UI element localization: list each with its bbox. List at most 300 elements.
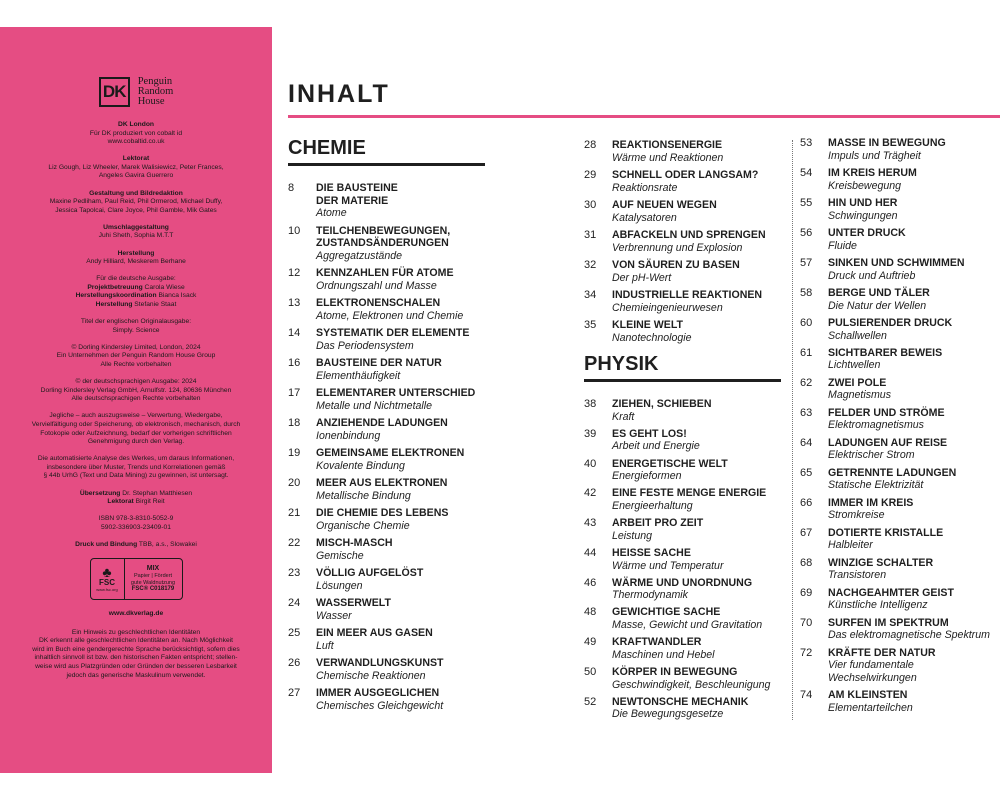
toc-entry[interactable]	[584, 606, 789, 631]
imprint-block	[12, 455, 260, 481]
entry-title: NEWTONSCHE MECHANIK	[612, 695, 749, 708]
toc-entry[interactable]	[800, 557, 998, 582]
toc-entry[interactable]	[800, 497, 998, 522]
entry-title: AUF NEUEN WEGEN	[612, 198, 717, 211]
imprint-line: Liz Gough, Liz Wheeler, Marek Walisiewicz, Peter Frances,	[48, 163, 224, 171]
dk-logo: DK	[99, 77, 130, 107]
toc-entry[interactable]	[800, 467, 998, 492]
entry-title: ZWEI POLE	[828, 376, 887, 389]
entry-title: DIE CHEMIE DES LEBENS	[316, 507, 449, 520]
entry-title: ZUSTANDSÄNDERUNGEN	[316, 237, 449, 250]
entry-subtitle: Nanotechnologie	[612, 331, 692, 344]
toc-entry-text	[612, 636, 789, 661]
page-number: 8	[288, 182, 295, 194]
imprint-line: © der deutschsprachigen Ausgabe: 2024	[75, 378, 197, 386]
imprint-line: Maxine Pedliham, Paul Reid, Phil Ormerod, Michael Duffy,	[49, 198, 223, 206]
toc-entry-text	[828, 197, 998, 222]
fsc-text	[125, 559, 182, 599]
toc-entry[interactable]	[288, 297, 488, 322]
imprint-line: Dorling Kindersley Verlag GmbH, Arnulfstr. 124, 80636 München	[40, 386, 232, 394]
imprint-line: Ein Unternehmen der Penguin Random House Group	[56, 352, 216, 360]
toc-column-chemie	[288, 182, 488, 717]
imprint-line: § 44b UrhG (Text und Data Mining) zu gewinnen, ist untersagt.	[43, 472, 229, 480]
page-number: 30	[584, 198, 597, 211]
toc-entry-text	[316, 627, 488, 652]
page-number: 44	[584, 546, 597, 559]
toc-entry[interactable]	[800, 257, 998, 282]
entry-title: SCHNELL ODER LANGSAM?	[612, 168, 759, 181]
toc-entry[interactable]	[288, 387, 488, 412]
page-number: 29	[584, 168, 597, 181]
page-number: 55	[800, 196, 813, 209]
page-number: 62	[800, 376, 813, 389]
toc-entry-text	[316, 225, 488, 263]
note-line: jedoch das generische Maskulinum verwendet.	[66, 671, 206, 679]
entry-title: WASSERWELT	[316, 596, 391, 609]
imprint-block	[12, 378, 260, 404]
imprint-role: Projektbetreuung	[87, 283, 143, 291]
imprint-line: Angeles Gavira Guerrero	[98, 172, 174, 180]
imprint-line: ISBN 978-3-8310-5052-9	[98, 515, 174, 523]
page-number: 48	[584, 606, 597, 619]
toc-entry[interactable]	[800, 197, 998, 222]
publisher-line: Penguin	[137, 76, 173, 87]
section-rule-physik	[584, 379, 781, 382]
entry-title: KRÄFTE DER NATUR	[828, 646, 936, 659]
page-number: 13	[288, 297, 301, 310]
toc-entry-text	[612, 139, 789, 164]
toc-entry[interactable]	[584, 547, 789, 572]
toc-entry[interactable]	[800, 689, 998, 714]
page-number: 14	[288, 327, 301, 340]
entry-subtitle: Wärme und Reaktionen	[612, 151, 724, 164]
entry-subtitle: Organische Chemie	[316, 519, 410, 532]
imprint-line: © Dorling Kindersley Limited, London, 2024	[71, 343, 201, 351]
entry-subtitle: Die Natur der Wellen	[828, 299, 927, 312]
entry-title: WÄRME UND UNORDNUNG	[612, 576, 753, 589]
page-number: 26	[288, 656, 301, 669]
page-number: 19	[288, 447, 301, 460]
toc-entry[interactable]	[800, 407, 998, 432]
entry-title: IM KREIS HERUM	[828, 166, 917, 179]
toc-entry[interactable]	[584, 259, 789, 284]
page-number: 74	[800, 689, 813, 702]
imprint-heading: Herstellung	[117, 249, 155, 257]
toc-entry-text	[612, 199, 789, 224]
entry-title: VERWANDLUNGSKUNST	[316, 656, 444, 669]
toc-entry[interactable]	[584, 428, 789, 453]
page-number: 53	[800, 137, 813, 149]
gender-note	[12, 629, 260, 681]
toc-entry[interactable]	[584, 398, 789, 423]
toc-entry[interactable]	[288, 687, 488, 712]
toc-entry[interactable]	[800, 347, 998, 372]
note-line: wird im Buch eine gendergerechte Sprache berücksichtigt, sofern dies	[32, 645, 240, 653]
entry-title: SYSTEMATIK DER ELEMENTE	[316, 327, 470, 340]
entry-subtitle: Kreisbewegung	[828, 179, 902, 192]
entry-subtitle: Künstliche Intelligenz	[828, 599, 928, 612]
toc-entry-text	[612, 319, 789, 344]
toc-entry[interactable]	[288, 477, 488, 502]
imprint-heading: Gestaltung und Bildredaktion	[89, 189, 183, 197]
tree-icon: ♣	[102, 564, 112, 581]
page-number: 28	[584, 139, 597, 151]
imprint-line: Juhi Sheth, Sophia M.T.T	[98, 232, 174, 240]
imprint-line: 5902-336903-23409-01	[101, 523, 171, 531]
toc-entry-text	[316, 327, 488, 352]
entry-title: DIE BAUSTEINE	[316, 182, 398, 194]
entry-title: ANZIEHENDE LADUNGEN	[316, 417, 448, 430]
toc-entry[interactable]	[288, 447, 488, 472]
entry-title: MEER AUS ELEKTRONEN	[316, 477, 448, 490]
entry-subtitle: Atome	[316, 207, 347, 220]
imprint-line: Titel der englischen Originalausgabe:	[80, 318, 192, 326]
entry-title: KLEINE WELT	[612, 318, 684, 331]
toc-entry[interactable]	[584, 517, 789, 542]
entry-title: INDUSTRIELLE REAKTIONEN	[612, 288, 763, 301]
entry-subtitle: Aggregatzustände	[316, 249, 402, 262]
imprint-block	[12, 275, 260, 309]
page-number: 32	[584, 258, 597, 271]
imprint-line: Andy Hilliard, Meskerem Berhane	[86, 258, 186, 266]
page-number: 68	[800, 556, 813, 569]
entry-subtitle: Wärme und Temperatur	[612, 559, 724, 572]
entry-title: KRAFTWANDLER	[612, 636, 702, 649]
page-number: 56	[800, 226, 813, 239]
imprint-line: Genehmigung durch den Verlag.	[87, 438, 185, 446]
entry-subtitle: Elementhäufigkeit	[316, 369, 401, 382]
entry-title: VON SÄUREN ZU BASEN	[612, 258, 740, 271]
entry-subtitle: Die Bewegungsgesetze	[612, 708, 724, 721]
imprint-line: www.cobaltid.co.uk	[107, 138, 165, 146]
page-number: 63	[800, 406, 813, 419]
entry-title: ELEKTRONENSCHALEN	[316, 297, 441, 310]
toc-entry-text	[828, 647, 998, 685]
fsc-website: www.fsc.org	[96, 587, 118, 593]
entry-title: UNTER DRUCK	[828, 226, 906, 239]
publisher-line: House	[137, 96, 165, 107]
entry-subtitle: Schallwellen	[828, 329, 887, 342]
entry-subtitle: Energieerhaltung	[612, 499, 693, 512]
entry-subtitle: Druck und Auftrieb	[828, 269, 916, 282]
column-divider	[792, 140, 793, 720]
entry-subtitle: Statische Elektrizität	[828, 479, 924, 492]
page-number: 38	[584, 398, 597, 410]
toc-entry[interactable]	[584, 199, 789, 224]
toc-entry[interactable]	[800, 617, 998, 642]
entry-title: GEWICHTIGE SACHE	[612, 606, 721, 619]
page-number: 20	[288, 477, 301, 490]
toc-entry[interactable]	[584, 229, 789, 254]
toc-entry[interactable]	[288, 537, 488, 562]
imprint-role: Druck und Bindung	[75, 540, 138, 548]
toc-entry-text	[612, 169, 789, 194]
toc-entry[interactable]	[800, 227, 998, 252]
page-number: 25	[288, 626, 301, 639]
entry-subtitle: Wechselwirkungen	[828, 671, 917, 684]
entry-title: AM KLEINSTEN	[828, 689, 908, 702]
entry-subtitle: Das Periodensystem	[316, 339, 414, 352]
page-number: 42	[584, 487, 597, 500]
page-number: 22	[288, 537, 301, 550]
toc-entry[interactable]	[800, 527, 998, 552]
imprint-line: Die automatisierte Analyse des Werkes, um daraus Informationen,	[37, 455, 235, 463]
toc-entry-text	[612, 398, 789, 423]
toc-entry-text	[612, 259, 789, 284]
entry-subtitle: Transistoren	[828, 569, 887, 582]
page-number: 64	[800, 436, 813, 449]
entry-subtitle: Thermodynamik	[612, 589, 688, 602]
toc-entry[interactable]	[800, 437, 998, 462]
imprint-line: insbesondere über Muster, Trends und Korrelationen gemäß	[46, 463, 226, 471]
imprint-credits	[12, 121, 260, 549]
imprint-line: Alle Rechte vorbehalten	[100, 360, 172, 368]
entry-subtitle: Magnetismus	[828, 389, 891, 402]
page-number: 69	[800, 586, 813, 599]
page-title: INHALT	[288, 80, 390, 108]
toc-entry[interactable]	[584, 139, 789, 164]
entry-subtitle: Elektromagnetismus	[828, 419, 924, 432]
entry-subtitle: Kraft	[612, 410, 635, 423]
fsc-line: Papier | Fördert	[133, 573, 173, 580]
note-line: DK erkennt alle geschlechtlichen Identitäten an. Nach Möglichkeit	[38, 637, 234, 645]
entry-title: KÖRPER IN BEWEGUNG	[612, 666, 738, 679]
toc-entry-text	[316, 387, 488, 412]
page-number: 54	[800, 166, 813, 179]
entry-subtitle: Vier fundamentale	[828, 659, 914, 672]
imprint-person: Dr. Stephan Matthiesen	[120, 489, 193, 497]
entry-subtitle: Masse, Gewicht und Gravitation	[612, 619, 763, 632]
entry-subtitle: Katalysatoren	[612, 211, 677, 224]
entry-title: REAKTIONSENERGIE	[612, 139, 723, 151]
page-number: 66	[800, 496, 813, 509]
entry-title: GETRENNTE LADUNGEN	[828, 466, 957, 479]
imprint-block	[12, 121, 260, 147]
toc-entry[interactable]	[288, 627, 488, 652]
toc-entry[interactable]	[288, 357, 488, 382]
entry-title: ZIEHEN, SCHIEBEN	[612, 398, 712, 410]
page-number: 46	[584, 576, 597, 589]
publisher-website[interactable]: www.dkverlag.de	[108, 609, 164, 617]
entry-title: SICHTBARER BEWEIS	[828, 346, 943, 359]
toc-entry[interactable]	[800, 377, 998, 402]
fsc-logo	[91, 559, 125, 599]
toc-entry-text	[828, 689, 998, 714]
page-number: 52	[584, 695, 597, 708]
toc-entry[interactable]	[288, 597, 488, 622]
note-line: inhaltlich sinnvoll ist bzw. den historischen Fakten entspricht; stellen-	[34, 654, 238, 662]
entry-subtitle: Ionenbindung	[316, 429, 381, 442]
imprint-panel	[0, 27, 272, 773]
toc-entry-text	[828, 167, 998, 192]
entry-subtitle: Lösungen	[316, 579, 363, 592]
entry-title: DER MATERIE	[316, 194, 389, 207]
publisher-logo	[12, 77, 260, 107]
toc-entry[interactable]	[800, 287, 998, 312]
imprint-block	[12, 541, 260, 550]
entry-subtitle: Lichtwellen	[828, 359, 881, 372]
toc-entry-text	[612, 606, 789, 631]
toc-entry[interactable]	[288, 567, 488, 592]
imprint-heading: Lektorat	[122, 155, 150, 163]
page-number: 50	[584, 666, 597, 679]
page-number: 16	[288, 357, 301, 370]
entry-title: NACHGEAHMTER GEIST	[828, 586, 954, 599]
entry-subtitle: Metalle und Nichtmetalle	[316, 399, 432, 412]
page-number: 61	[800, 346, 813, 359]
note-line: Ein Hinweis zu geschlechtlichen Identitäten	[71, 628, 201, 636]
toc-column-chemie-cont	[584, 139, 789, 349]
toc-entry[interactable]	[584, 577, 789, 602]
toc-entry-text	[316, 597, 488, 622]
toc-entry[interactable]	[584, 289, 789, 314]
page-number: 27	[288, 686, 301, 699]
entry-title: EIN MEER AUS GASEN	[316, 626, 433, 639]
page-number: 35	[584, 318, 597, 331]
entry-title: MISCH-MASCH	[316, 537, 393, 550]
imprint-heading: DK London	[117, 121, 155, 128]
toc-entry-text	[828, 467, 998, 492]
toc-entry-text	[612, 458, 789, 483]
toc-entry[interactable]	[584, 319, 789, 344]
imprint-role: Herstellung	[95, 301, 133, 308]
imprint-block	[12, 190, 260, 216]
imprint-block	[12, 224, 260, 241]
imprint-line: Jegliche – auch auszugsweise – Verwertung, Wiedergabe,	[49, 412, 223, 420]
page-number: 21	[288, 507, 301, 520]
toc-entry-text	[612, 547, 789, 572]
toc-entry[interactable]	[288, 225, 488, 263]
toc-entry[interactable]	[584, 458, 789, 483]
toc-entry-text	[828, 347, 998, 372]
imprint-line: Simply. Science	[112, 326, 160, 334]
imprint-block	[12, 155, 260, 181]
publisher-line: Random	[137, 86, 174, 97]
toc-entry[interactable]	[800, 587, 998, 612]
page-number: 31	[584, 228, 597, 241]
page-number: 65	[800, 466, 813, 479]
toc-entry-text	[612, 229, 789, 254]
toc-entry[interactable]	[288, 267, 488, 292]
entry-title: ELEMENTARER UNTERSCHIED	[316, 387, 476, 400]
toc-entry[interactable]	[288, 657, 488, 682]
page-number: 10	[288, 224, 301, 237]
entry-title: WINZIGE SCHALTER	[828, 556, 934, 569]
toc-entry-text	[612, 289, 789, 314]
page-number: 23	[288, 567, 301, 579]
toc-entry[interactable]	[584, 487, 789, 512]
toc-entry-text	[316, 507, 488, 532]
toc-entry-text	[316, 537, 488, 562]
toc-entry[interactable]	[584, 696, 789, 721]
entry-title: ES GEHT LOS!	[612, 427, 687, 440]
toc-entry[interactable]	[584, 636, 789, 661]
page-number: 12	[288, 267, 301, 280]
toc-entry-text	[828, 227, 998, 252]
entry-subtitle: Metallische Bindung	[316, 489, 411, 502]
toc-entry[interactable]	[584, 666, 789, 691]
toc-entry-text	[828, 287, 998, 312]
entry-subtitle: Stromkreise	[828, 509, 885, 522]
page-number: 57	[800, 256, 813, 269]
toc-entry-text	[828, 587, 998, 612]
toc-entry[interactable]	[584, 169, 789, 194]
imprint-person: Birgit Reit	[133, 498, 165, 506]
fsc-line: gute Waldnutzung	[130, 579, 176, 586]
entry-subtitle: Arbeit und Energie	[612, 440, 700, 453]
page-number: 58	[800, 286, 813, 299]
toc-entry[interactable]	[288, 182, 488, 220]
toc-entry[interactable]	[800, 137, 998, 162]
toc-entry[interactable]	[288, 507, 488, 532]
imprint-line: Fotokopie oder Aufzeichnung, bedarf der vorherigen schriftlichen	[40, 429, 232, 437]
entry-title: LADUNGEN AUF REISE	[828, 436, 948, 449]
entry-subtitle: Reaktionsrate	[612, 181, 678, 194]
entry-title: BERGE UND TÄLER	[828, 286, 930, 299]
entry-title: SINKEN UND SCHWIMMEN	[828, 256, 965, 269]
entry-title: MASSE IN BEWEGUNG	[828, 137, 946, 149]
toc-entry-text	[612, 696, 789, 721]
page-number: 43	[584, 517, 597, 530]
entry-title: BAUSTEINE DER NATUR	[316, 357, 442, 370]
imprint-block	[12, 412, 260, 446]
toc-entry[interactable]	[288, 327, 488, 352]
page-number: 70	[800, 616, 813, 629]
entry-title: TEILCHENBEWEGUNGEN,	[316, 224, 451, 237]
entry-title: IMMER AUSGEGLICHEN	[316, 686, 440, 699]
page-number: 34	[584, 288, 597, 301]
entry-subtitle: Maschinen und Hebel	[612, 648, 715, 661]
entry-subtitle: Chemisches Gleichgewicht	[316, 699, 444, 712]
imprint-block	[12, 344, 260, 370]
section-heading-physik: PHYSIK	[584, 353, 659, 375]
imprint-role: Übersetzung	[79, 489, 121, 497]
toc-entry[interactable]	[800, 167, 998, 192]
imprint-block	[12, 318, 260, 335]
toc-entry-text	[316, 417, 488, 442]
toc-entry[interactable]	[800, 647, 998, 685]
imprint-person: TBB, a.s., Slowakei	[137, 540, 197, 548]
entry-subtitle: Luft	[316, 639, 334, 652]
page-number: 60	[800, 316, 813, 329]
page-number: 39	[584, 427, 597, 440]
imprint-line: Vervielfältigung oder Speicherung, ob elektronisch, mechanisch, durch	[31, 420, 241, 428]
toc-entry-text	[612, 666, 789, 691]
toc-entry-text	[828, 497, 998, 522]
toc-entry-text	[316, 357, 488, 382]
entry-subtitle: Ordnungszahl und Masse	[316, 279, 437, 292]
entry-title: KENNZAHLEN FÜR ATOME	[316, 267, 454, 280]
page-number: 18	[288, 417, 301, 430]
imprint-line: Für DK produziert von cobalt id	[89, 129, 183, 137]
entry-title: HIN UND HER	[828, 196, 898, 209]
fsc-mix-label	[90, 558, 183, 600]
imprint-role: Herstellungskoordination	[75, 292, 157, 300]
toc-entry[interactable]	[800, 317, 998, 342]
toc-entry-text	[612, 577, 789, 602]
page-number: 24	[288, 596, 301, 609]
page-number: 49	[584, 636, 597, 649]
toc-entry-text	[828, 377, 998, 402]
toc-entry-text	[828, 557, 998, 582]
page-number: 40	[584, 457, 597, 470]
toc-entry-text	[316, 447, 488, 472]
toc-entry-text	[316, 297, 488, 322]
toc-entry[interactable]	[288, 417, 488, 442]
entry-subtitle: Kovalente Bindung	[316, 459, 405, 472]
penguin-random-house-logo	[138, 77, 174, 107]
entry-title: PULSIERENDER DRUCK	[828, 316, 953, 329]
